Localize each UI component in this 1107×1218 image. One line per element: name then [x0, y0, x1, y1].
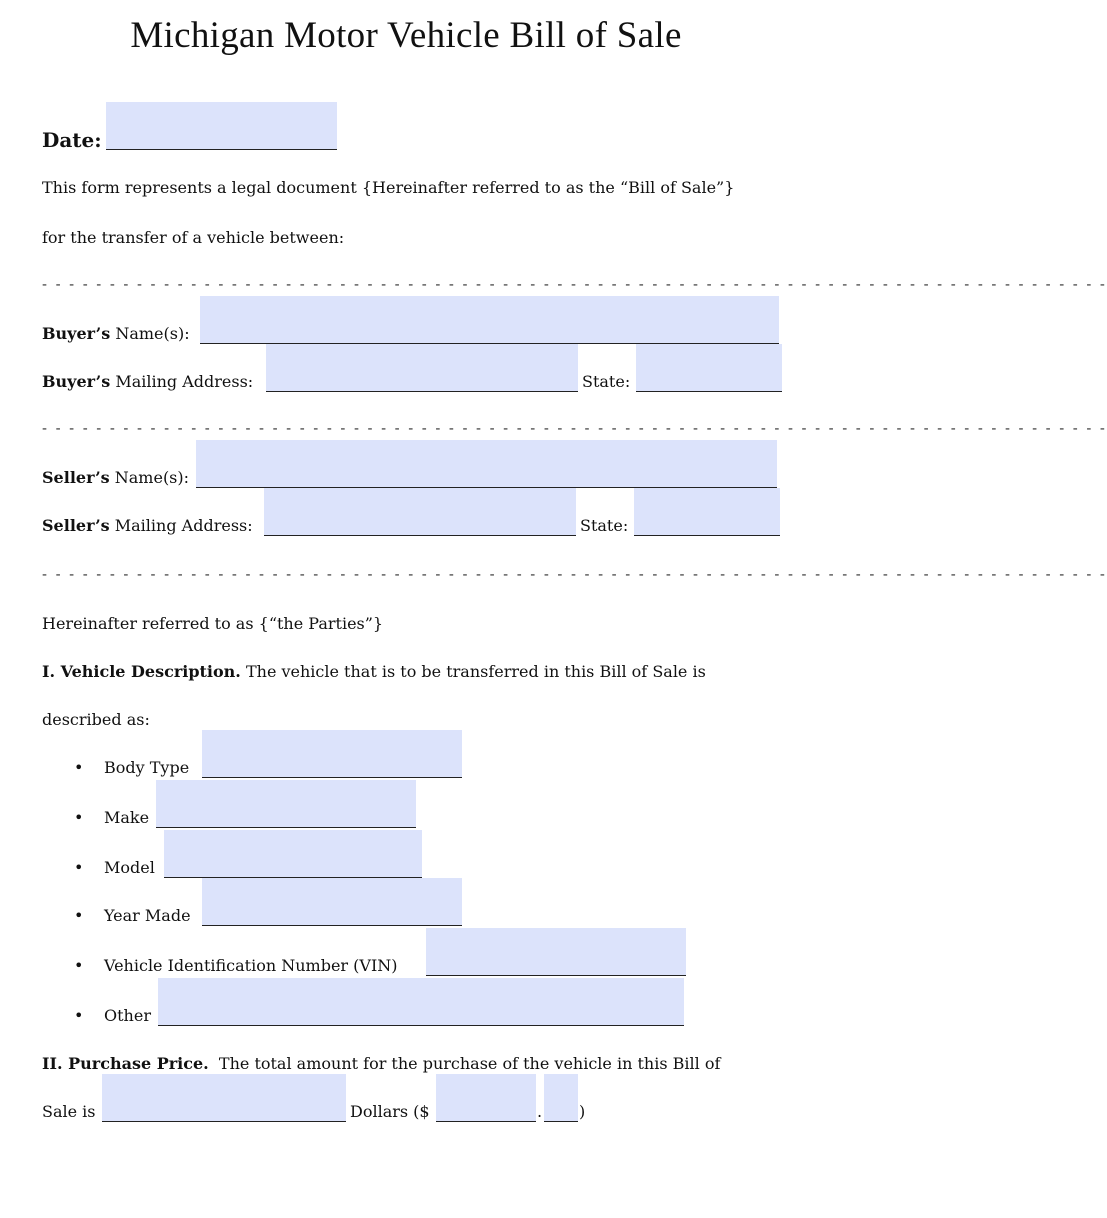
buyer-name-label-bold: Buyer’s: [42, 324, 111, 343]
seller-name-field[interactable]: [196, 440, 777, 488]
date-field[interactable]: [106, 102, 337, 150]
price-dollars-field[interactable]: [436, 1074, 536, 1122]
body-type-field[interactable]: [202, 730, 462, 778]
section2-text-line1: The total amount for the purchase of the vehicle in this Bill of: [208, 1054, 721, 1073]
buyer-name-label-rest: Name(s):: [110, 324, 190, 343]
buyer-address-field[interactable]: [266, 344, 578, 392]
buyer-state-field[interactable]: [636, 344, 782, 392]
seller-address-label: [42, 516, 253, 536]
intro-line-1: This form represents a legal document {Hereinafter referred to as the “Bill of Sale”}: [42, 178, 735, 197]
other-label: Other: [104, 1006, 151, 1025]
bullet-icon: •: [74, 858, 84, 877]
page-title: Michigan Motor Vehicle Bill of Sale: [130, 15, 682, 56]
section2-text: [42, 1054, 720, 1074]
separator-1: - - - - - - - - - - - - - - - - - - - - - - - - - - - - - - - - - - - - - - - - - - - - - - - - - - - - - - - - - - - - - - - - - - - - - - - - - - - - - - -: [42, 276, 1107, 293]
price-cents-field[interactable]: [544, 1074, 578, 1122]
bullet-icon: •: [74, 1006, 84, 1025]
year-made-label: Year Made: [104, 906, 191, 925]
dollars-label: Dollars ($: [350, 1102, 430, 1121]
vin-label: Vehicle Identification Number (VIN): [104, 956, 398, 975]
seller-state-field[interactable]: [634, 488, 780, 536]
bullet-icon: •: [74, 906, 84, 925]
model-field[interactable]: [164, 830, 422, 878]
price-words-field[interactable]: [102, 1074, 346, 1122]
bullet-icon: •: [74, 808, 84, 827]
bullet-icon: •: [74, 956, 84, 975]
parties-text: Hereinafter referred to as {“the Parties”}: [42, 614, 384, 633]
section1-text: [42, 662, 706, 682]
buyer-name-field[interactable]: [200, 296, 779, 344]
body-type-label: Body Type: [104, 758, 190, 777]
section1-text-line2: described as:: [42, 710, 150, 729]
seller-address-label-rest: Mailing Address:: [109, 516, 253, 535]
seller-name-label-rest: Name(s):: [109, 468, 190, 487]
make-label: Make: [104, 808, 150, 827]
section2-heading: II. Purchase Price.: [42, 1054, 209, 1073]
seller-state-label: State:: [580, 516, 629, 535]
intro-line-2: for the transfer of a vehicle between:: [42, 228, 345, 247]
make-field[interactable]: [156, 780, 416, 828]
seller-name-label-bold: Seller’s: [42, 468, 110, 487]
model-label: Model: [104, 858, 155, 877]
buyer-address-label: [42, 372, 253, 392]
separator-3: - - - - - - - - - - - - - - - - - - - - - - - - - - - - - - - - - - - - - - - - - - - - - - - - - - - - - - - - - - - - - - - - - - - - - - - - - - - - - - -: [42, 566, 1107, 583]
seller-address-label-bold: Seller’s: [42, 516, 110, 535]
year-made-field[interactable]: [202, 878, 462, 926]
date-label: Date:: [42, 128, 102, 152]
buyer-state-label: State:: [582, 372, 631, 391]
decimal-point: .: [537, 1102, 543, 1121]
close-paren: ): [579, 1102, 586, 1121]
separator-2: - - - - - - - - - - - - - - - - - - - - - - - - - - - - - - - - - - - - - - - - - - - - - - - - - - - - - - - - - - - - - - - - - - - - - - - - - - - - - - -: [42, 420, 1107, 437]
bullet-icon: •: [74, 758, 84, 777]
seller-address-field[interactable]: [264, 488, 576, 536]
buyer-address-label-rest: Mailing Address:: [110, 372, 254, 391]
vin-field[interactable]: [426, 928, 686, 976]
other-field[interactable]: [158, 978, 684, 1026]
section1-heading: I. Vehicle Description.: [42, 662, 241, 681]
buyer-address-label-bold: Buyer’s: [42, 372, 111, 391]
buyer-name-label: [42, 324, 190, 344]
sale-is-label: Sale is: [42, 1102, 96, 1121]
section1-text-line1: The vehicle that is to be transferred in this Bill of Sale is: [240, 662, 706, 681]
seller-name-label: [42, 468, 189, 488]
